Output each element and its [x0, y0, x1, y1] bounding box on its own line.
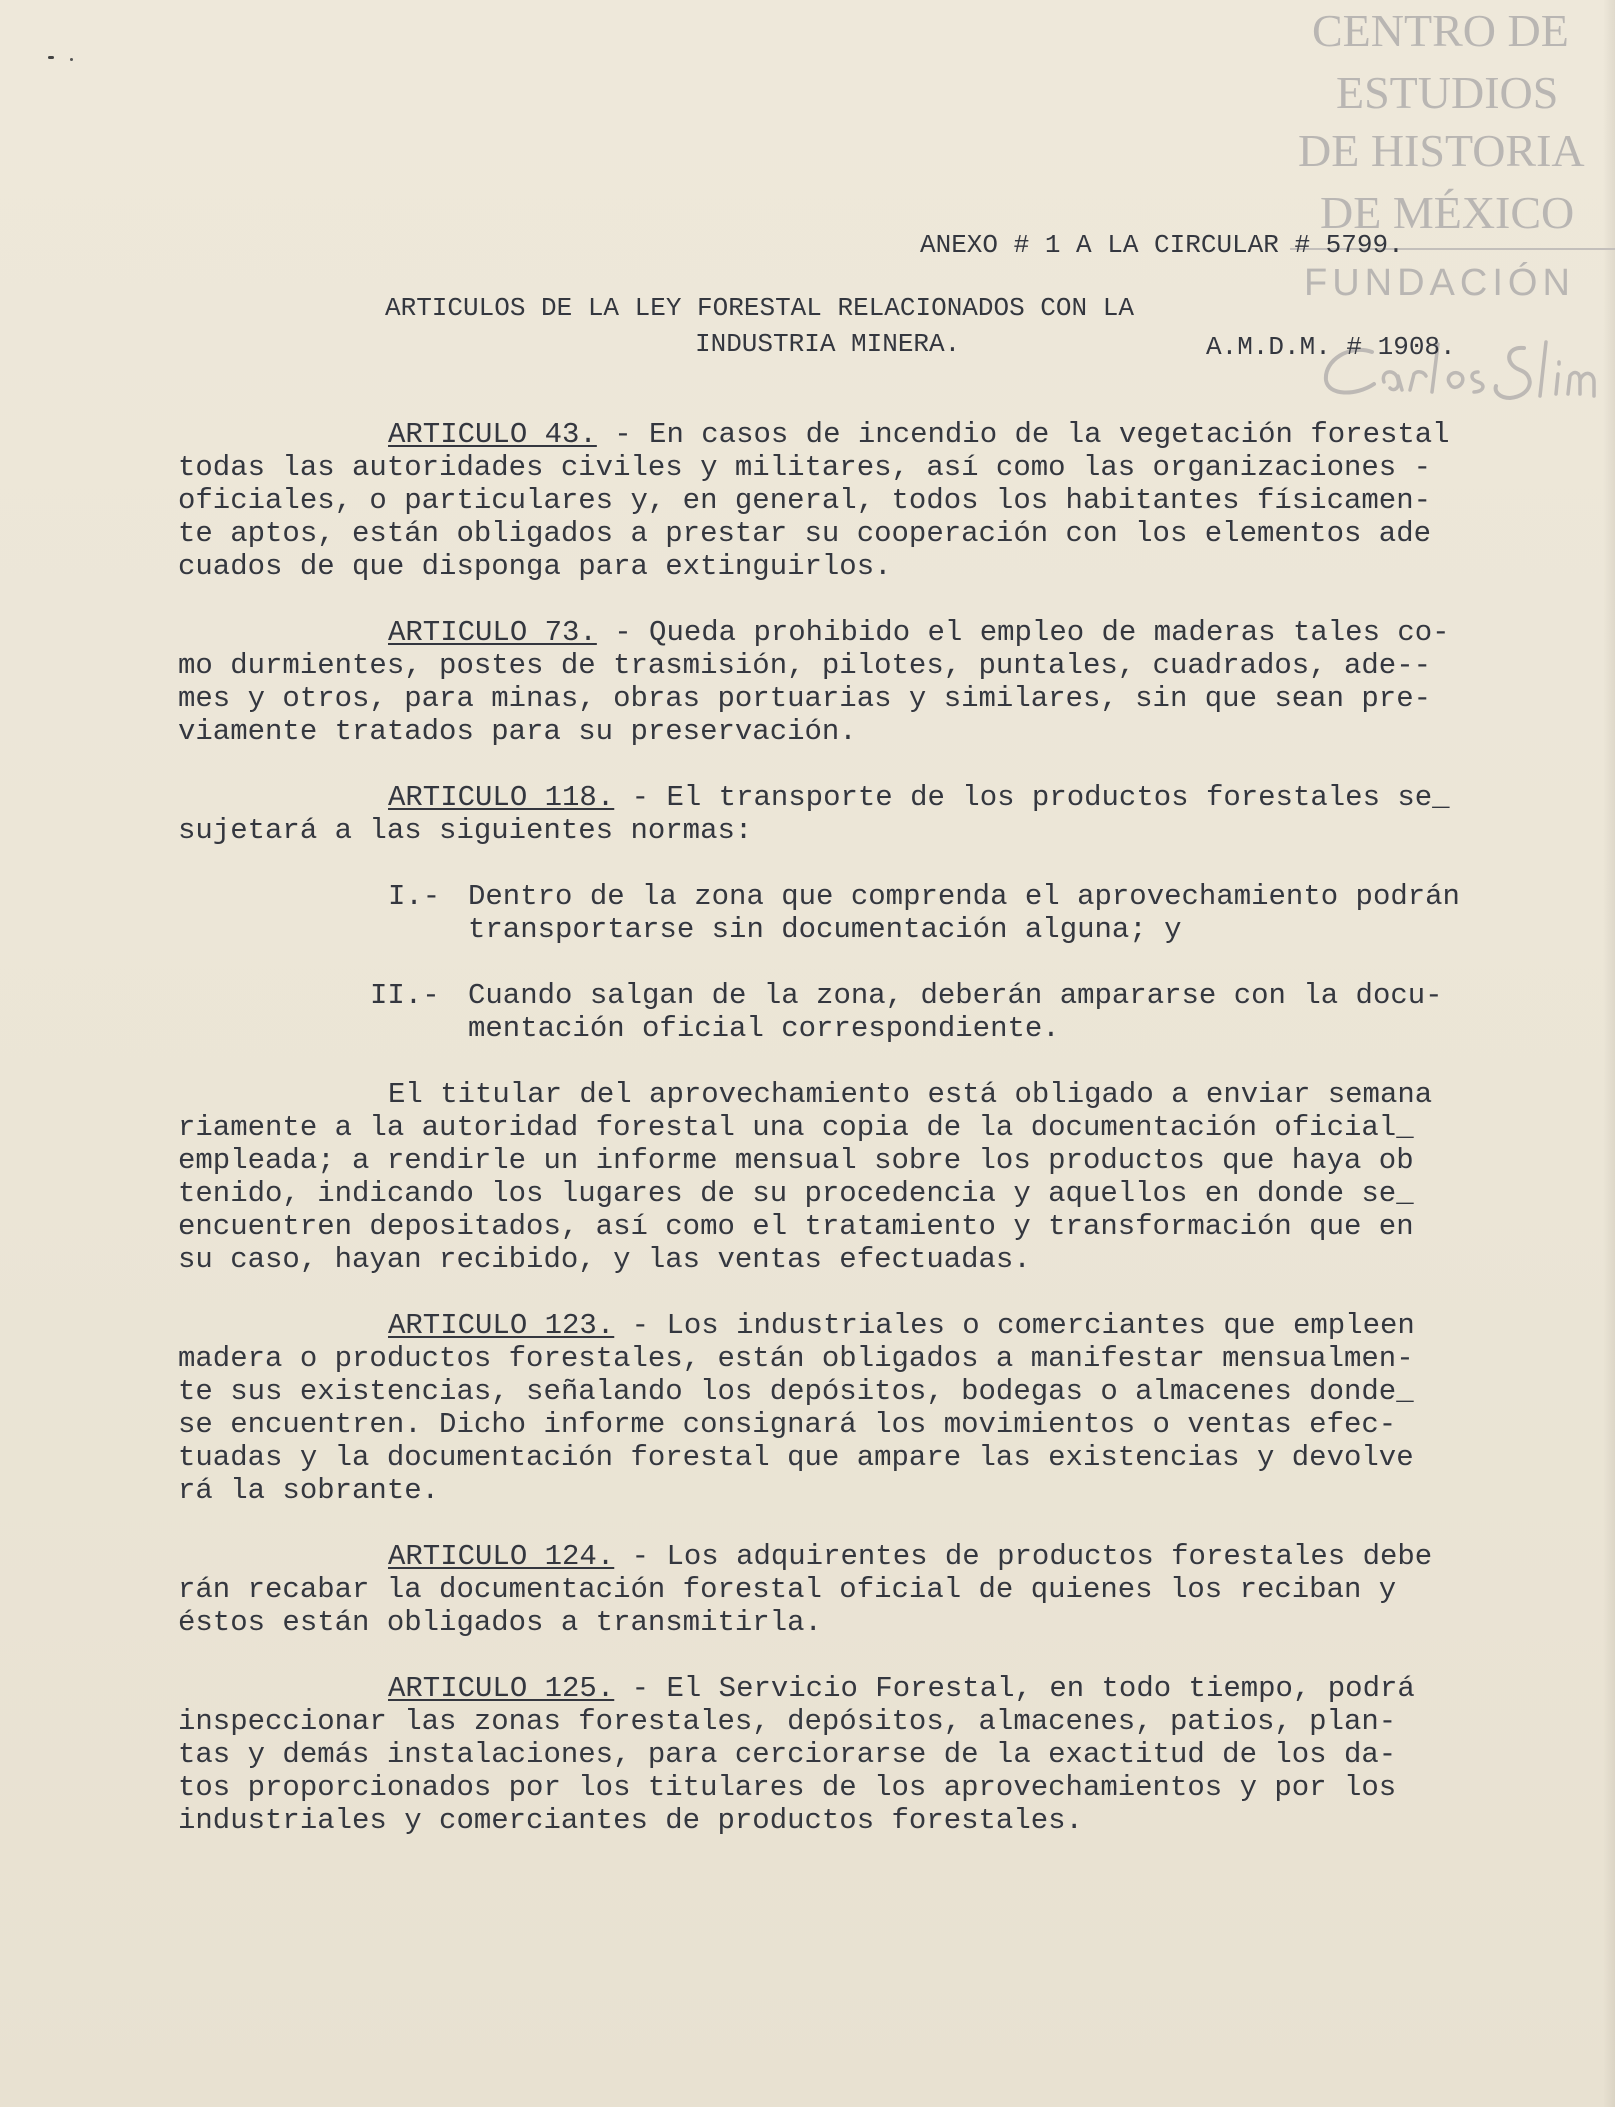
watermark-line: DE MÉXICO [1320, 187, 1575, 238]
text-line: tos proporcionados por los titulares de los aprovechamientos y por los [178, 1771, 1397, 1804]
text-line: su caso, hayan recibido, y las ventas efectuadas. [178, 1243, 1031, 1276]
title-line: INDUSTRIA MINERA. [695, 329, 961, 359]
article-label: ARTICULO 124. [388, 1540, 615, 1573]
text-line: rán recabar la documentación forestal oficial de quienes los reciban y [178, 1573, 1397, 1606]
watermark-line: ESTUDIOS [1336, 67, 1559, 118]
article-first-line [178, 781, 1558, 814]
annex-line: A.M.D.M. # 1908. [1206, 332, 1456, 362]
article-first-line [178, 1309, 1558, 1342]
article-118-paragraph [178, 1078, 1558, 1276]
text-line: madera o productos forestales, están obligados a manifestar mensualmen- [178, 1342, 1414, 1375]
document-body [178, 418, 1558, 1870]
text-line: riamente a la autoridad forestal una copia de la documentación oficial_ [178, 1111, 1414, 1144]
article-text: - El Servicio Forestal, en todo tiempo, podrá [614, 1672, 1415, 1705]
text-line: Cuando salgan de la zona, deberán ampararse con la docu- [468, 979, 1443, 1012]
article-first-line [178, 418, 1558, 451]
article-43 [178, 418, 1558, 583]
text-line: mes y otros, para minas, obras portuarias y similares, sin que sean pre- [178, 682, 1432, 715]
text-line: transportarse sin documentación alguna; y [468, 913, 1182, 946]
article-118 [178, 781, 1558, 847]
list-item [178, 979, 1558, 1045]
text-line: empleada; a rendirle un informe mensual sobre los productos que haya ob [178, 1144, 1414, 1177]
article-124 [178, 1540, 1558, 1639]
article-first-line [178, 1672, 1558, 1705]
text-line: sujetará a las siguientes normas: [178, 814, 753, 847]
article-text: - Los industriales o comerciantes que empleen [614, 1309, 1415, 1342]
text-line: mentación oficial correspondiente. [468, 1012, 1060, 1045]
article-73 [178, 616, 1558, 748]
article-123 [178, 1309, 1558, 1507]
text-line: te sus existencias, señalando los depósitos, bodegas o almacenes donde_ [178, 1375, 1414, 1408]
text-line: tas y demás instalaciones, para cerciorarse de la exactitud de los da- [178, 1738, 1397, 1771]
watermark-fundacion: FUNDACIÓN [1304, 262, 1575, 304]
article-label: ARTICULO 125. [388, 1672, 615, 1705]
text-line: se encuentren. Dicho informe consignará los movimientos o ventas efec- [178, 1408, 1397, 1441]
item-number: II.- [370, 979, 440, 1012]
text-line: inspeccionar las zonas forestales, depósitos, almacenes, patios, plan- [178, 1705, 1397, 1738]
title-line: ARTICULOS DE LA LEY FORESTAL RELACIONADOS CON LA [385, 293, 1134, 323]
text-line: El titular del aprovechamiento está obligado a enviar semana [388, 1078, 1433, 1111]
text-line: mo durmientes, postes de trasmisión, pilotes, puntales, cuadrados, ade-- [178, 649, 1432, 682]
item-number: I.- [388, 880, 441, 913]
text-line: rá la sobrante. [178, 1474, 440, 1507]
article-label: ARTICULO 123. [388, 1309, 615, 1342]
watermark-line: DE HISTORIA [1298, 125, 1585, 176]
article-text: - Queda prohibido el empleo de maderas tales co- [596, 616, 1450, 649]
article-first-line [178, 616, 1558, 649]
text-line: oficiales, o particulares y, en general, todos los habitantes físicamen- [178, 484, 1432, 517]
ink-speck [48, 56, 54, 59]
article-125 [178, 1672, 1558, 1837]
text-line: todas las autoridades civiles y militares, así como las organizaciones - [178, 451, 1432, 484]
article-text: - Los adquirentes de productos forestales debe [614, 1540, 1433, 1573]
article-text: - El transporte de los productos forestales se_ [614, 781, 1450, 814]
ink-speck [70, 58, 73, 61]
text-line: éstos están obligados a transmitirla. [178, 1606, 822, 1639]
text-line: cuados de que disponga para extinguirlos. [178, 550, 892, 583]
text-line: viamente tratados para su preservación. [178, 715, 857, 748]
article-text: - En casos de incendio de la vegetación forestal [596, 418, 1450, 451]
text-line: te aptos, están obligados a prestar su cooperación con los elementos ade [178, 517, 1432, 550]
watermark-line: CENTRO DE [1312, 5, 1569, 56]
article-label: ARTICULO 118. [388, 781, 615, 814]
text-line: industriales y comerciantes de productos forestales. [178, 1804, 1083, 1837]
document-title [385, 290, 1134, 362]
annex-line: ANEXO # 1 A LA CIRCULAR # 5799. [920, 230, 1404, 260]
article-first-line [178, 1540, 1558, 1573]
text-line: tuadas y la documentación forestal que ampare las existencias y devolve [178, 1441, 1414, 1474]
text-line: Dentro de la zona que comprenda el aprovechamiento podrán [468, 880, 1460, 913]
list-item [178, 880, 1558, 946]
text-line: encuentren depositados, así como el tratamiento y transformación que en [178, 1210, 1414, 1243]
text-line: tenido, indicando los lugares de su procedencia y aquellos en donde se_ [178, 1177, 1414, 1210]
article-label: ARTICULO 43. [388, 418, 597, 451]
article-label: ARTICULO 73. [388, 616, 597, 649]
